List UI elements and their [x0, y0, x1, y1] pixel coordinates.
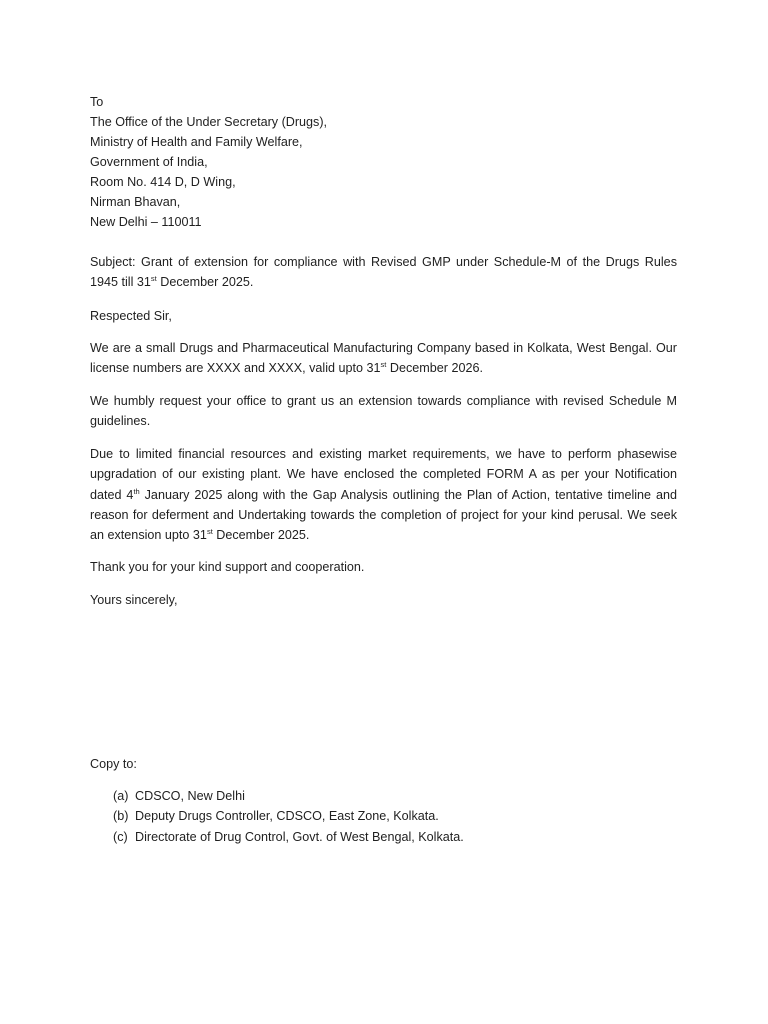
- address-line: Nirman Bhavan,: [90, 195, 181, 209]
- copy-to-list: [113, 786, 464, 847]
- list-item: [113, 806, 464, 826]
- subject-block: [90, 252, 677, 292]
- paragraph-text: December 2025.: [212, 528, 310, 543]
- paragraph-text: December 2026.: [386, 361, 483, 376]
- list-marker: (b): [113, 809, 129, 824]
- address-to: To: [90, 95, 104, 109]
- address-line: The Office of the Under Secretary (Drugs),: [90, 115, 328, 129]
- paragraph-text: We are a small Drugs and Pharmaceutical Manufacturing Company based in Kolkata, West Bengal. Our license numbers are XXXX and XXXX, valid upto 31: [90, 341, 677, 376]
- ordinal-suffix: th: [133, 486, 140, 496]
- paragraph-1: [90, 338, 677, 379]
- copy-to-label: [90, 754, 677, 774]
- paragraph-2: [90, 391, 677, 432]
- paragraph-3: [90, 444, 677, 545]
- address-line: New Delhi – 110011: [90, 215, 202, 229]
- address-line: Room No. 414 D, D Wing,: [90, 175, 236, 189]
- copy-to-heading: Copy to:: [90, 757, 137, 771]
- ordinal-suffix: st: [380, 360, 387, 370]
- list-item: [113, 827, 464, 847]
- paragraph-text: January 2025 along with the Gap Analysis outlining the Plan of Action, tentative timeline and reason for deferment and Undertaking towards the completion of project for your kind perusal. We seek an extension upto 31: [90, 487, 677, 543]
- list-item: [113, 786, 464, 806]
- thanks-line: [90, 557, 677, 577]
- closing-line: [90, 590, 677, 610]
- ordinal-suffix: st: [150, 274, 157, 283]
- list-marker: (c): [113, 829, 128, 844]
- salutation: [90, 306, 677, 326]
- paragraph-text: We humbly request your office to grant us an extension towards compliance with revised Schedule M guidelines.: [90, 394, 677, 429]
- list-item-text: Deputy Drugs Controller, CDSCO, East Zone, Kolkata.: [135, 809, 439, 824]
- closing-text: Yours sincerely,: [90, 593, 178, 607]
- ordinal-suffix: st: [206, 527, 213, 537]
- subject-text: 1945 till 31: [90, 275, 151, 289]
- address-line: Government of India,: [90, 155, 208, 169]
- address-line: Ministry of Health and Family Welfare,: [90, 135, 303, 149]
- thanks-text: Thank you for your kind support and cooperation.: [90, 560, 365, 574]
- paragraph-text: Due to limited financial resources and existing market requirements, we have to perform phasewise upgradation of our existing plant. We have enclosed the completed FORM A as per your Notification dated 4: [90, 447, 677, 502]
- list-item-text: Directorate of Drug Control, Govt. of West Bengal, Kolkata.: [135, 829, 464, 844]
- subject-line-2: [90, 272, 677, 292]
- list-marker: (a): [113, 789, 129, 803]
- subject-line-1: [90, 252, 677, 272]
- salutation-text: Respected Sir,: [90, 309, 172, 323]
- subject-text: December 2025.: [156, 275, 254, 289]
- subject-text: Subject: Grant of extension for compliance with Revised GMP under Schedule-M of the Drugs Rules: [90, 255, 677, 269]
- recipient-address: [90, 92, 677, 232]
- list-item-text: CDSCO, New Delhi: [135, 789, 245, 803]
